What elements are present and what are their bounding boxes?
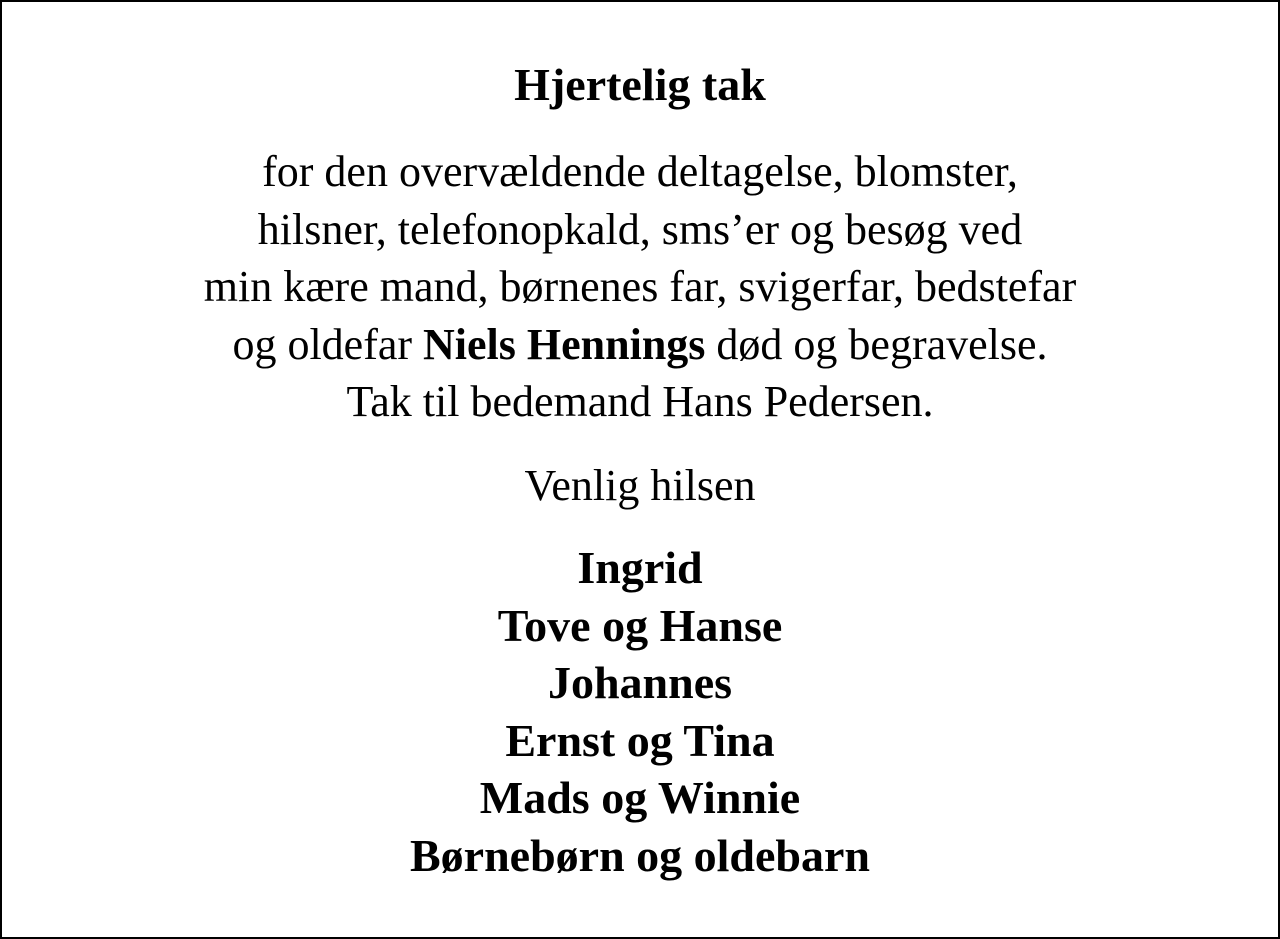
- signatory-name: Ernst og Tina: [505, 714, 775, 766]
- signatory-name: Mads og Winnie: [479, 772, 801, 823]
- message-line-4-prefix: og oldefar: [232, 319, 424, 369]
- closing-greeting: Venlig hilsen: [524, 461, 756, 510]
- message-line-5: Tak til bedemand Hans Pedersen.: [346, 377, 934, 426]
- message-line-2: hilsner, telefonopkald, sms’er og besøg ved: [257, 204, 1023, 254]
- message-line-3: min kære mand, børnenes far, svigerfar, bedstefar: [203, 262, 1077, 311]
- message-line-1: for den overvældende deltagelse, blomster,: [262, 147, 1018, 196]
- message-line-4: [2, 316, 1278, 374]
- signatory-name: Johannes: [547, 657, 733, 708]
- message-line-4-suffix: død og begravelse.: [705, 319, 1048, 369]
- deceased-name: Niels Hennings: [423, 319, 706, 369]
- notice-message: [2, 143, 1278, 431]
- signatory-name: Tove og Hanse: [497, 599, 783, 651]
- signatory-list: [2, 539, 1278, 884]
- signatory-name: Børnebørn og oldebarn: [409, 829, 871, 881]
- signatory-name: Ingrid: [577, 542, 703, 593]
- notice-title: Hjertelig tak: [514, 59, 766, 110]
